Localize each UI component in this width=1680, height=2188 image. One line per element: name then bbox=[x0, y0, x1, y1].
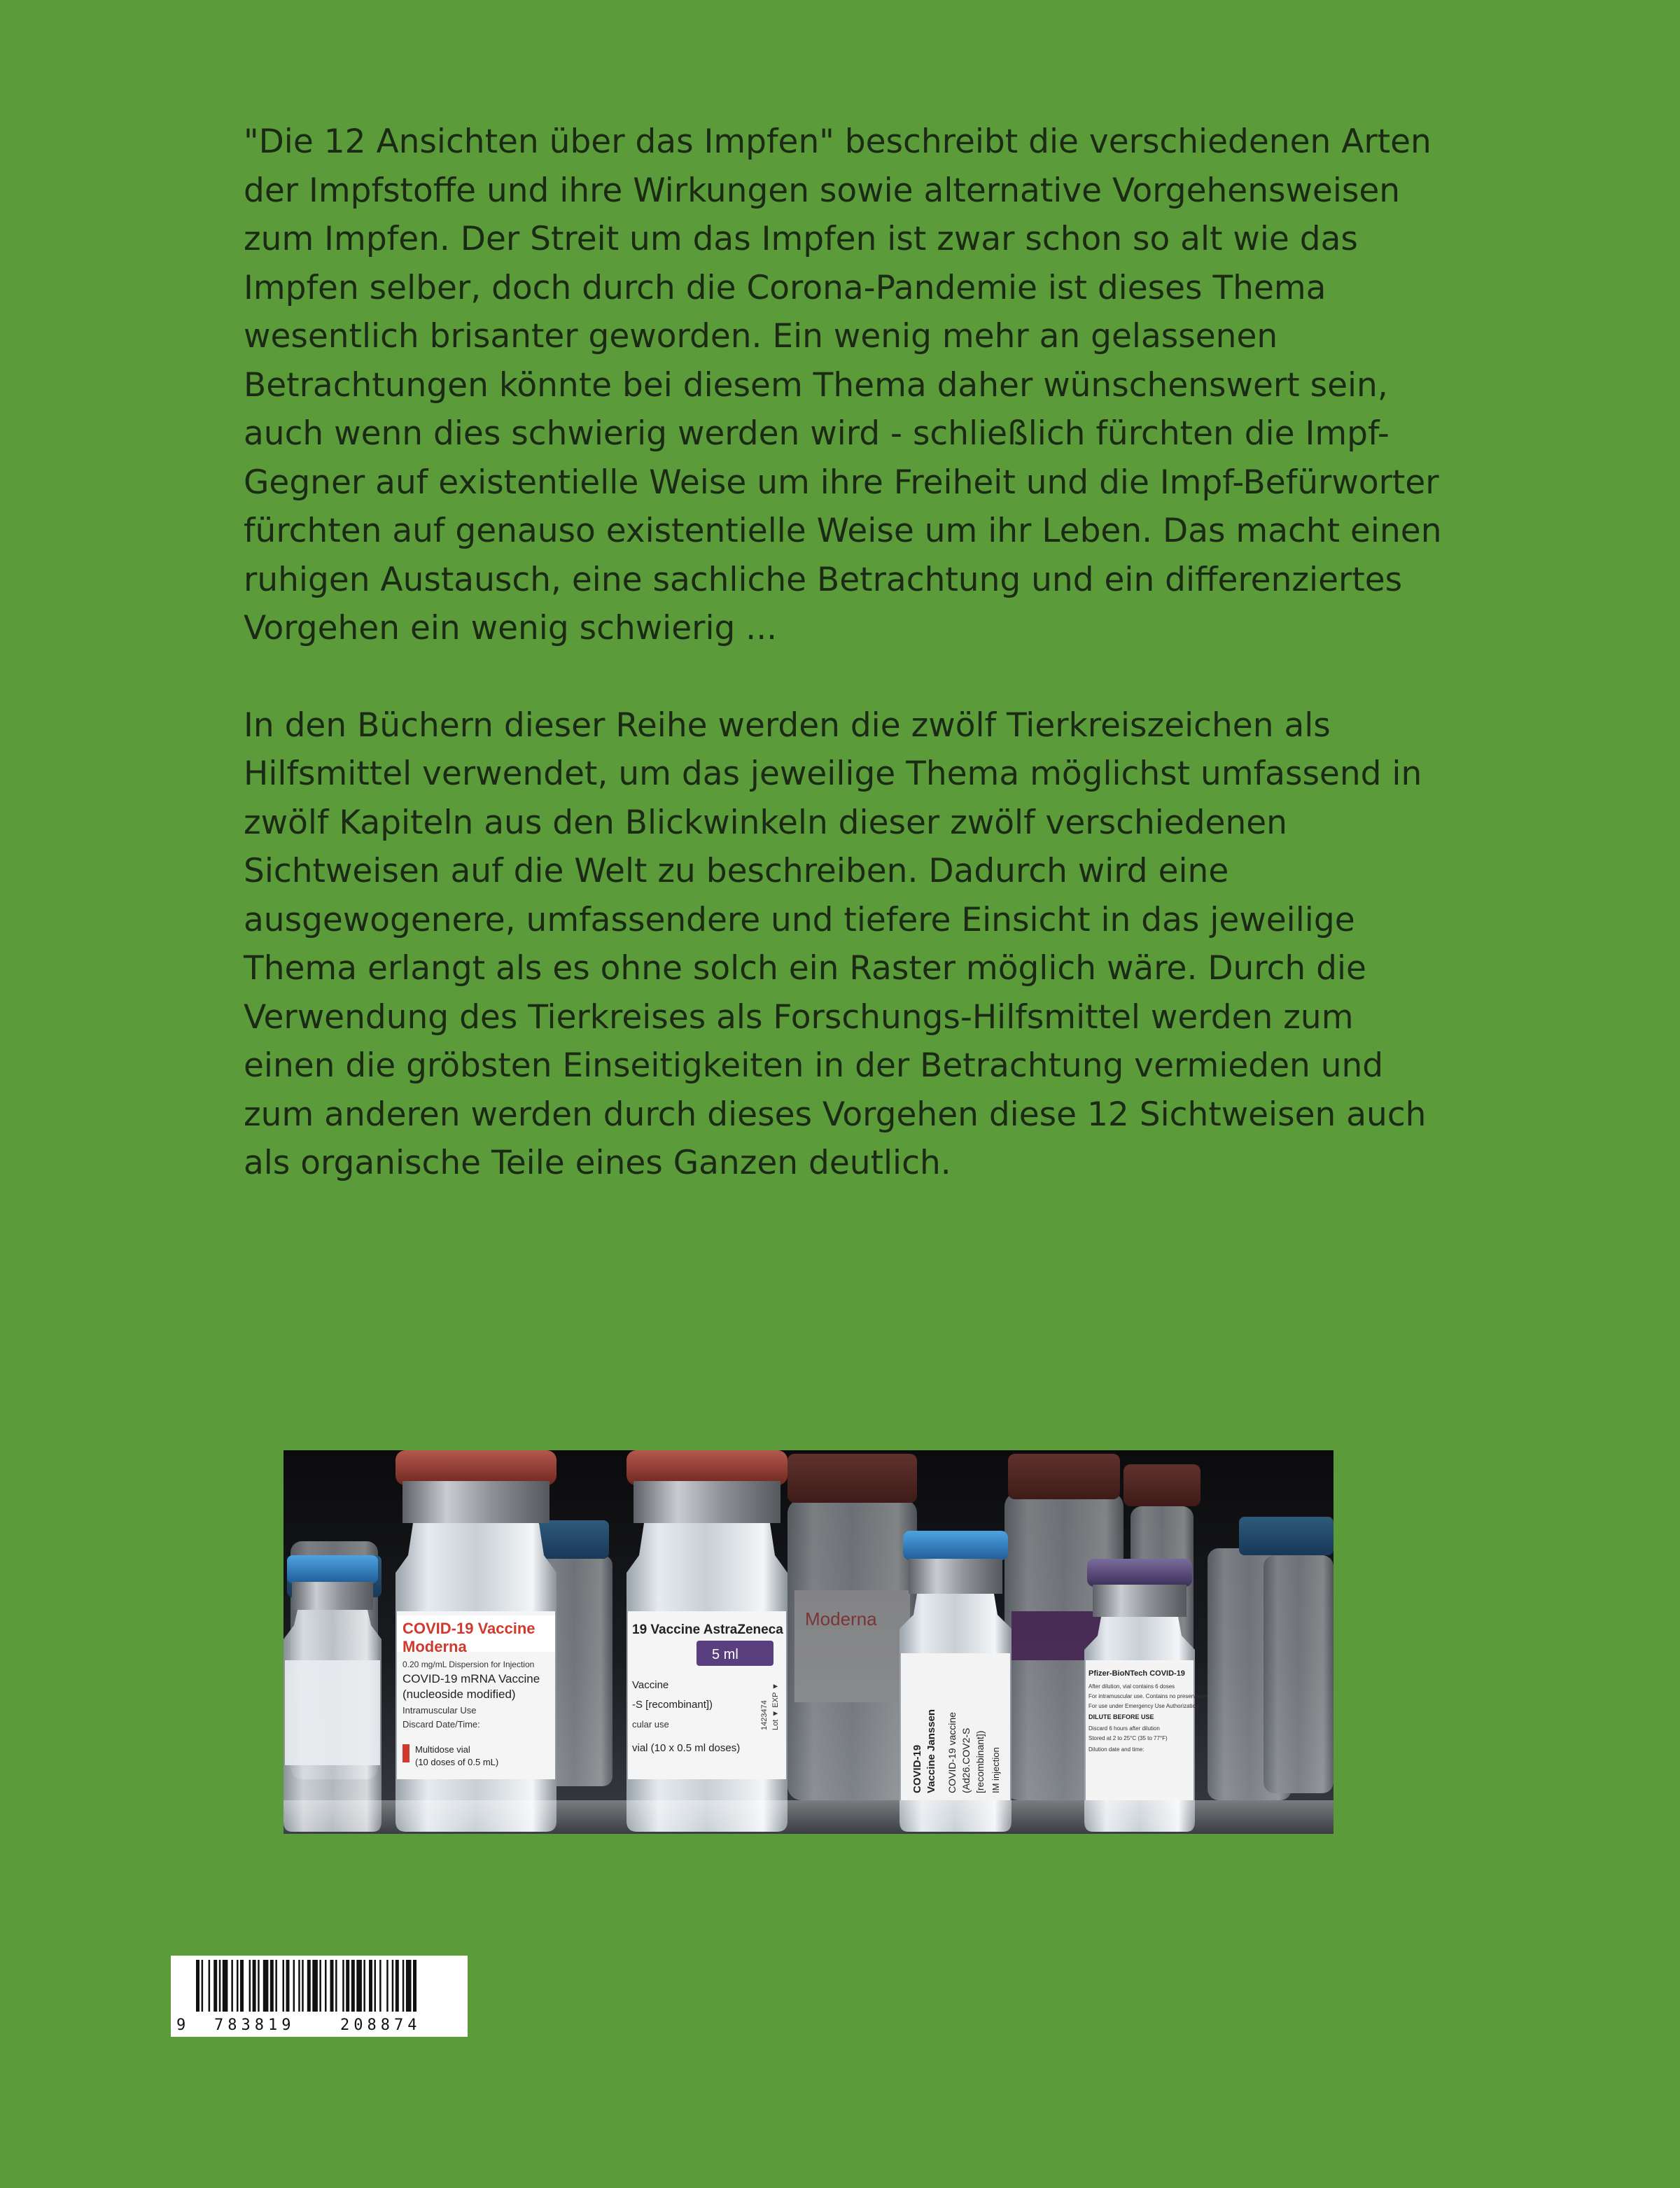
barcode-bar bbox=[335, 1960, 337, 2012]
blurb-paragraph-2: In den Büchern dieser Reihe werden die zwölf Tierkreiszeichen als Hilfsmittel verwendet, um das jeweilige Thema möglichst umfassend in zwölf Kapiteln aus den Blickwinkeln dieser zwölf verschiedenen Sichtweisen auf die Welt zu beschreiben. Dadurch wird eine ausgewogenere, umfassendere und tiefere Einsicht in das jeweilige Thema erlangt als es ohne solch ein Raster möglich wäre. Durch die Verwendung des Tierkreises als Forschungs-Hilfsmittel werden zum einen die gröbsten Einseitigkeiten in der Betrachtung vermieden und zum anderen werden durch dieses Vorgehen diese 12 Sichtweisen auch als organische Teile eines Ganzen deutlich. bbox=[244, 706, 1427, 1182]
barcode-bar bbox=[319, 1960, 321, 2012]
moderna-label-line9: (10 doses of 0.5 mL) bbox=[415, 1757, 499, 1767]
barcode-bar bbox=[346, 1960, 349, 2012]
barcode-bar bbox=[196, 1960, 200, 2012]
barcode-bar bbox=[413, 1960, 416, 2012]
back-cover-blurb bbox=[244, 118, 1448, 1236]
barcode-bar bbox=[275, 1960, 277, 2012]
janssen-label-line5: [recombinant]) bbox=[974, 1730, 986, 1793]
barcode-bar bbox=[374, 1960, 377, 2012]
barcode-bar bbox=[283, 1960, 285, 2012]
barcode-bar bbox=[363, 1960, 365, 2012]
astrazeneca-label-line8: Lot ▼ EXP ▼ bbox=[771, 1682, 780, 1730]
barcode-bar bbox=[379, 1960, 382, 2012]
pfizer-label-line8: Dilution date and time: bbox=[1088, 1746, 1144, 1753]
barcode-bars bbox=[196, 1960, 416, 2012]
barcode-bar bbox=[351, 1960, 355, 2012]
pfizer-label-line5: DILUTE BEFORE USE bbox=[1088, 1713, 1154, 1720]
moderna-label-line8: Multidose vial bbox=[415, 1744, 470, 1755]
barcode-bar bbox=[249, 1960, 251, 2012]
astrazeneca-label-line1: 19 Vaccine AstraZeneca bbox=[632, 1622, 783, 1637]
barcode-bar bbox=[386, 1960, 388, 2012]
blurb-paragraph-1: "Die 12 Ansichten über das Impfen" beschreibt die verschiedenen Arten der Impfstoffe und ihre Wirkungen sowie alternative Vorgehensweisen zum Impfen. Der Streit um das Impfen ist zwar schon so alt wie das Impfen selber, doch durch die Corona-Pandemie ist dieses Thema wesentlich brisanter geworden. Ein wenig mehr an gelassenen Betrachtungen könnte bei diesem Thema daher wünschenswert sein, auch wenn dies schwierig werden wird - schließlich fürchten die Impf-Gegner auf existentielle Weise um ihre Freiheit und die Impf-Befürworter fürchten auf genauso existentielle Weise um ihr Leben. Das macht einen ruhigen Austausch, eine sachliche Betrachtung und ein differenziertes Vorgehen ein wenig schwierig ... bbox=[244, 122, 1442, 647]
barcode-bar bbox=[342, 1960, 344, 2012]
blurred-vial-label: Moderna bbox=[805, 1608, 877, 1629]
astrazeneca-label-line4: -S [recombinant]) bbox=[632, 1699, 713, 1711]
moderna-label-line3: 0.20 mg/mL Dispersion for Injection bbox=[402, 1660, 535, 1669]
barcode-bar bbox=[202, 1960, 204, 2012]
astrazeneca-label-line3: Vaccine bbox=[632, 1679, 669, 1691]
barcode-digits-left: 783819 bbox=[214, 2017, 295, 2034]
pfizer-label-line1: Pfizer-BioNTech COVID-19 bbox=[1088, 1669, 1185, 1678]
barcode-bar bbox=[396, 1960, 399, 2012]
barcode-bar bbox=[330, 1960, 334, 2012]
pfizer-label-line6: Discard 6 hours after dilution bbox=[1088, 1725, 1160, 1732]
barcode-bar bbox=[307, 1960, 311, 2012]
moderna-label-line1: COVID-19 Vaccine bbox=[402, 1620, 536, 1637]
astrazeneca-label-line6: vial (10 x 0.5 ml doses) bbox=[632, 1742, 741, 1754]
pfizer-label-line4: For use under Emergency Use Authorization bbox=[1088, 1703, 1199, 1709]
barcode-bar bbox=[312, 1960, 318, 2012]
barcode-bar bbox=[325, 1960, 327, 2012]
barcode-bar bbox=[402, 1960, 405, 2012]
barcode-digits-right: 208874 bbox=[340, 2017, 421, 2034]
astrazeneca-label-line2: 5 ml bbox=[712, 1647, 738, 1662]
janssen-label-line2: Vaccine Janssen bbox=[925, 1709, 937, 1793]
janssen-label-line1: COVID-19 bbox=[911, 1744, 923, 1793]
moderna-label-line7: Discard Date/Time: bbox=[402, 1719, 480, 1730]
barcode-bar bbox=[298, 1960, 300, 2012]
isbn-barcode bbox=[171, 1956, 468, 2037]
barcode-bar bbox=[286, 1960, 290, 2012]
barcode-bar bbox=[214, 1960, 217, 2012]
barcode-bar bbox=[223, 1960, 228, 2012]
barcode-digit-first: 9 bbox=[176, 2017, 186, 2034]
astrazeneca-vial bbox=[626, 1450, 788, 1832]
moderna-label-line4: COVID-19 mRNA Vaccine bbox=[402, 1672, 540, 1685]
pfizer-label-line2: After dilution, vial contains 6 doses bbox=[1088, 1683, 1175, 1690]
barcode-bar bbox=[263, 1960, 269, 2012]
moderna-label-line2: Moderna bbox=[402, 1638, 467, 1655]
janssen-vial bbox=[899, 1531, 1011, 1832]
barcode-bar bbox=[392, 1960, 394, 2012]
barcode-bar bbox=[237, 1960, 239, 2012]
barcode-bar bbox=[356, 1960, 362, 2012]
moderna-vial bbox=[396, 1450, 556, 1832]
astrazeneca-label-line7: 1423474 bbox=[760, 1700, 769, 1730]
janssen-label-line3: COVID-19 vaccine bbox=[946, 1712, 958, 1793]
barcode-bar bbox=[302, 1960, 304, 2012]
barcode-bar bbox=[219, 1960, 221, 2012]
barcode-bar bbox=[209, 1960, 211, 2012]
small-left-vial bbox=[284, 1555, 382, 1832]
pfizer-label-line3: For intramuscular use. Contains no preservative bbox=[1088, 1693, 1208, 1699]
pfizer-label-line7: Stored at 2 to 25°C (35 to 77°F) bbox=[1088, 1735, 1168, 1741]
moderna-label-line6: Intramuscular Use bbox=[402, 1705, 477, 1716]
barcode-bar bbox=[369, 1960, 372, 2012]
barcode-bar bbox=[293, 1960, 295, 2012]
janssen-label-line4: (Ad26.COV2-S bbox=[960, 1727, 972, 1793]
janssen-label-line6: IM injection bbox=[990, 1747, 1001, 1793]
barcode-bar bbox=[270, 1960, 274, 2012]
vaccine-vials-photo bbox=[284, 1450, 1334, 1834]
barcode-bar bbox=[406, 1960, 412, 2012]
barcode-bar bbox=[231, 1960, 233, 2012]
astrazeneca-label-line5: cular use bbox=[632, 1719, 669, 1730]
moderna-label-line5: (nucleoside modified) bbox=[402, 1688, 516, 1701]
barcode-bar bbox=[240, 1960, 244, 2012]
barcode-bar bbox=[258, 1960, 260, 2012]
barcode-bar bbox=[253, 1960, 256, 2012]
